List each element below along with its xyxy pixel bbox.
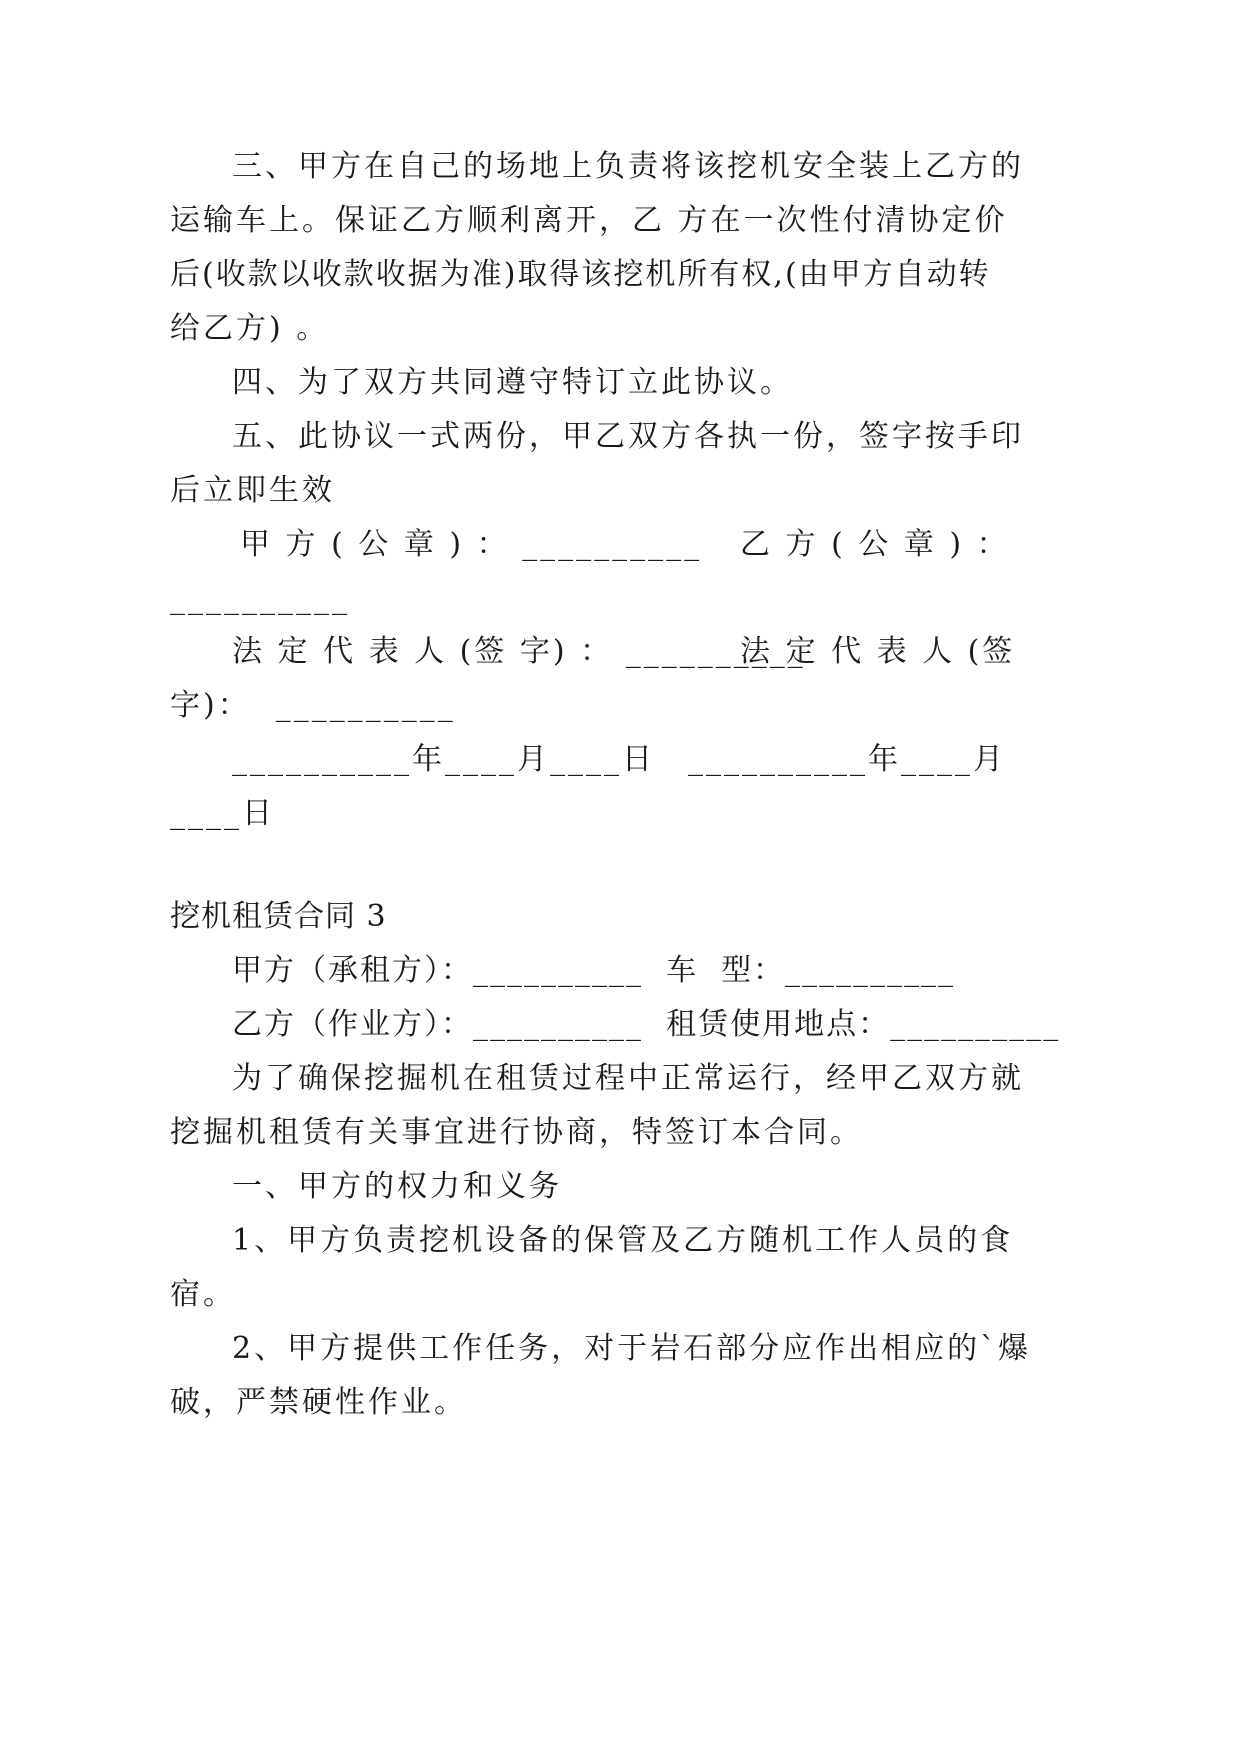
party-b-representative-blank: 字)： __________ (170, 688, 456, 723)
clause-heading-party-a: 一、甲方的权力和义务 (232, 1169, 562, 1204)
party-b-seal-blank: __________ (170, 581, 350, 616)
operator-field: 乙方（作业方）：__________ 租赁使用地点：__________ (232, 1007, 1061, 1042)
party-b-seal-label: 乙 方 ( 公 章 ) ： (740, 527, 1010, 562)
party-b-date-day: ____日 (170, 796, 275, 831)
paragraph-three-line-1: 三、甲方在自己的场地上负责将该挖机安全装上乙方的 (232, 149, 1024, 184)
paragraph-five-line-1: 五、此协议一式两份，甲乙双方各执一份，签字按手印 (232, 419, 1024, 454)
party-b-date-field: __________年____月 (688, 742, 1006, 777)
clause-1-line-2: 宿。 (170, 1277, 236, 1312)
section-title: 挖机租赁合同 3 (170, 899, 387, 934)
paragraph-four: 四、为了双方共同遵守特订立此协议。 (232, 365, 793, 400)
paragraph-three-line-3: 后(收款以收款收据为准)取得该挖机所有权,(由甲方自动转 (170, 257, 991, 292)
paragraph-three-line-4: 给乙方) 。 (170, 311, 330, 346)
clause-1-line-1: 1、甲方负责挖机设备的保管及乙方随机工作人员的食 (232, 1223, 1014, 1258)
paragraph-five-line-2: 后立即生效 (170, 473, 335, 508)
party-a-seal-field: 甲 方 ( 公 章 ) ： __________ (240, 527, 703, 562)
party-a-date-field: __________年____月____日 (232, 742, 655, 777)
paragraph-three-line-2: 运输车上。保证乙方顺利离开，乙 方在一次性付清协定价 (170, 203, 1008, 238)
clause-2-line-1: 2、甲方提供工作任务，对于岩石部分应作出相应的`爆 (232, 1331, 1032, 1366)
lessee-field: 甲方（承租方）：__________ 车 型：__________ (232, 953, 956, 988)
party-a-representative-field: 法 定 代 表 人 (签 字) ： __________ (232, 634, 806, 669)
party-b-representative-label: 法 定 代 表 人 (签 (740, 634, 1016, 669)
clause-2-line-2: 破，严禁硬性作业。 (170, 1385, 467, 1420)
intro-line-2: 挖掘机租赁有关事宜进行协商，特签订本合同。 (170, 1115, 863, 1150)
intro-line-1: 为了确保挖掘机在租赁过程中正常运行，经甲乙双方就 (232, 1061, 1024, 1096)
